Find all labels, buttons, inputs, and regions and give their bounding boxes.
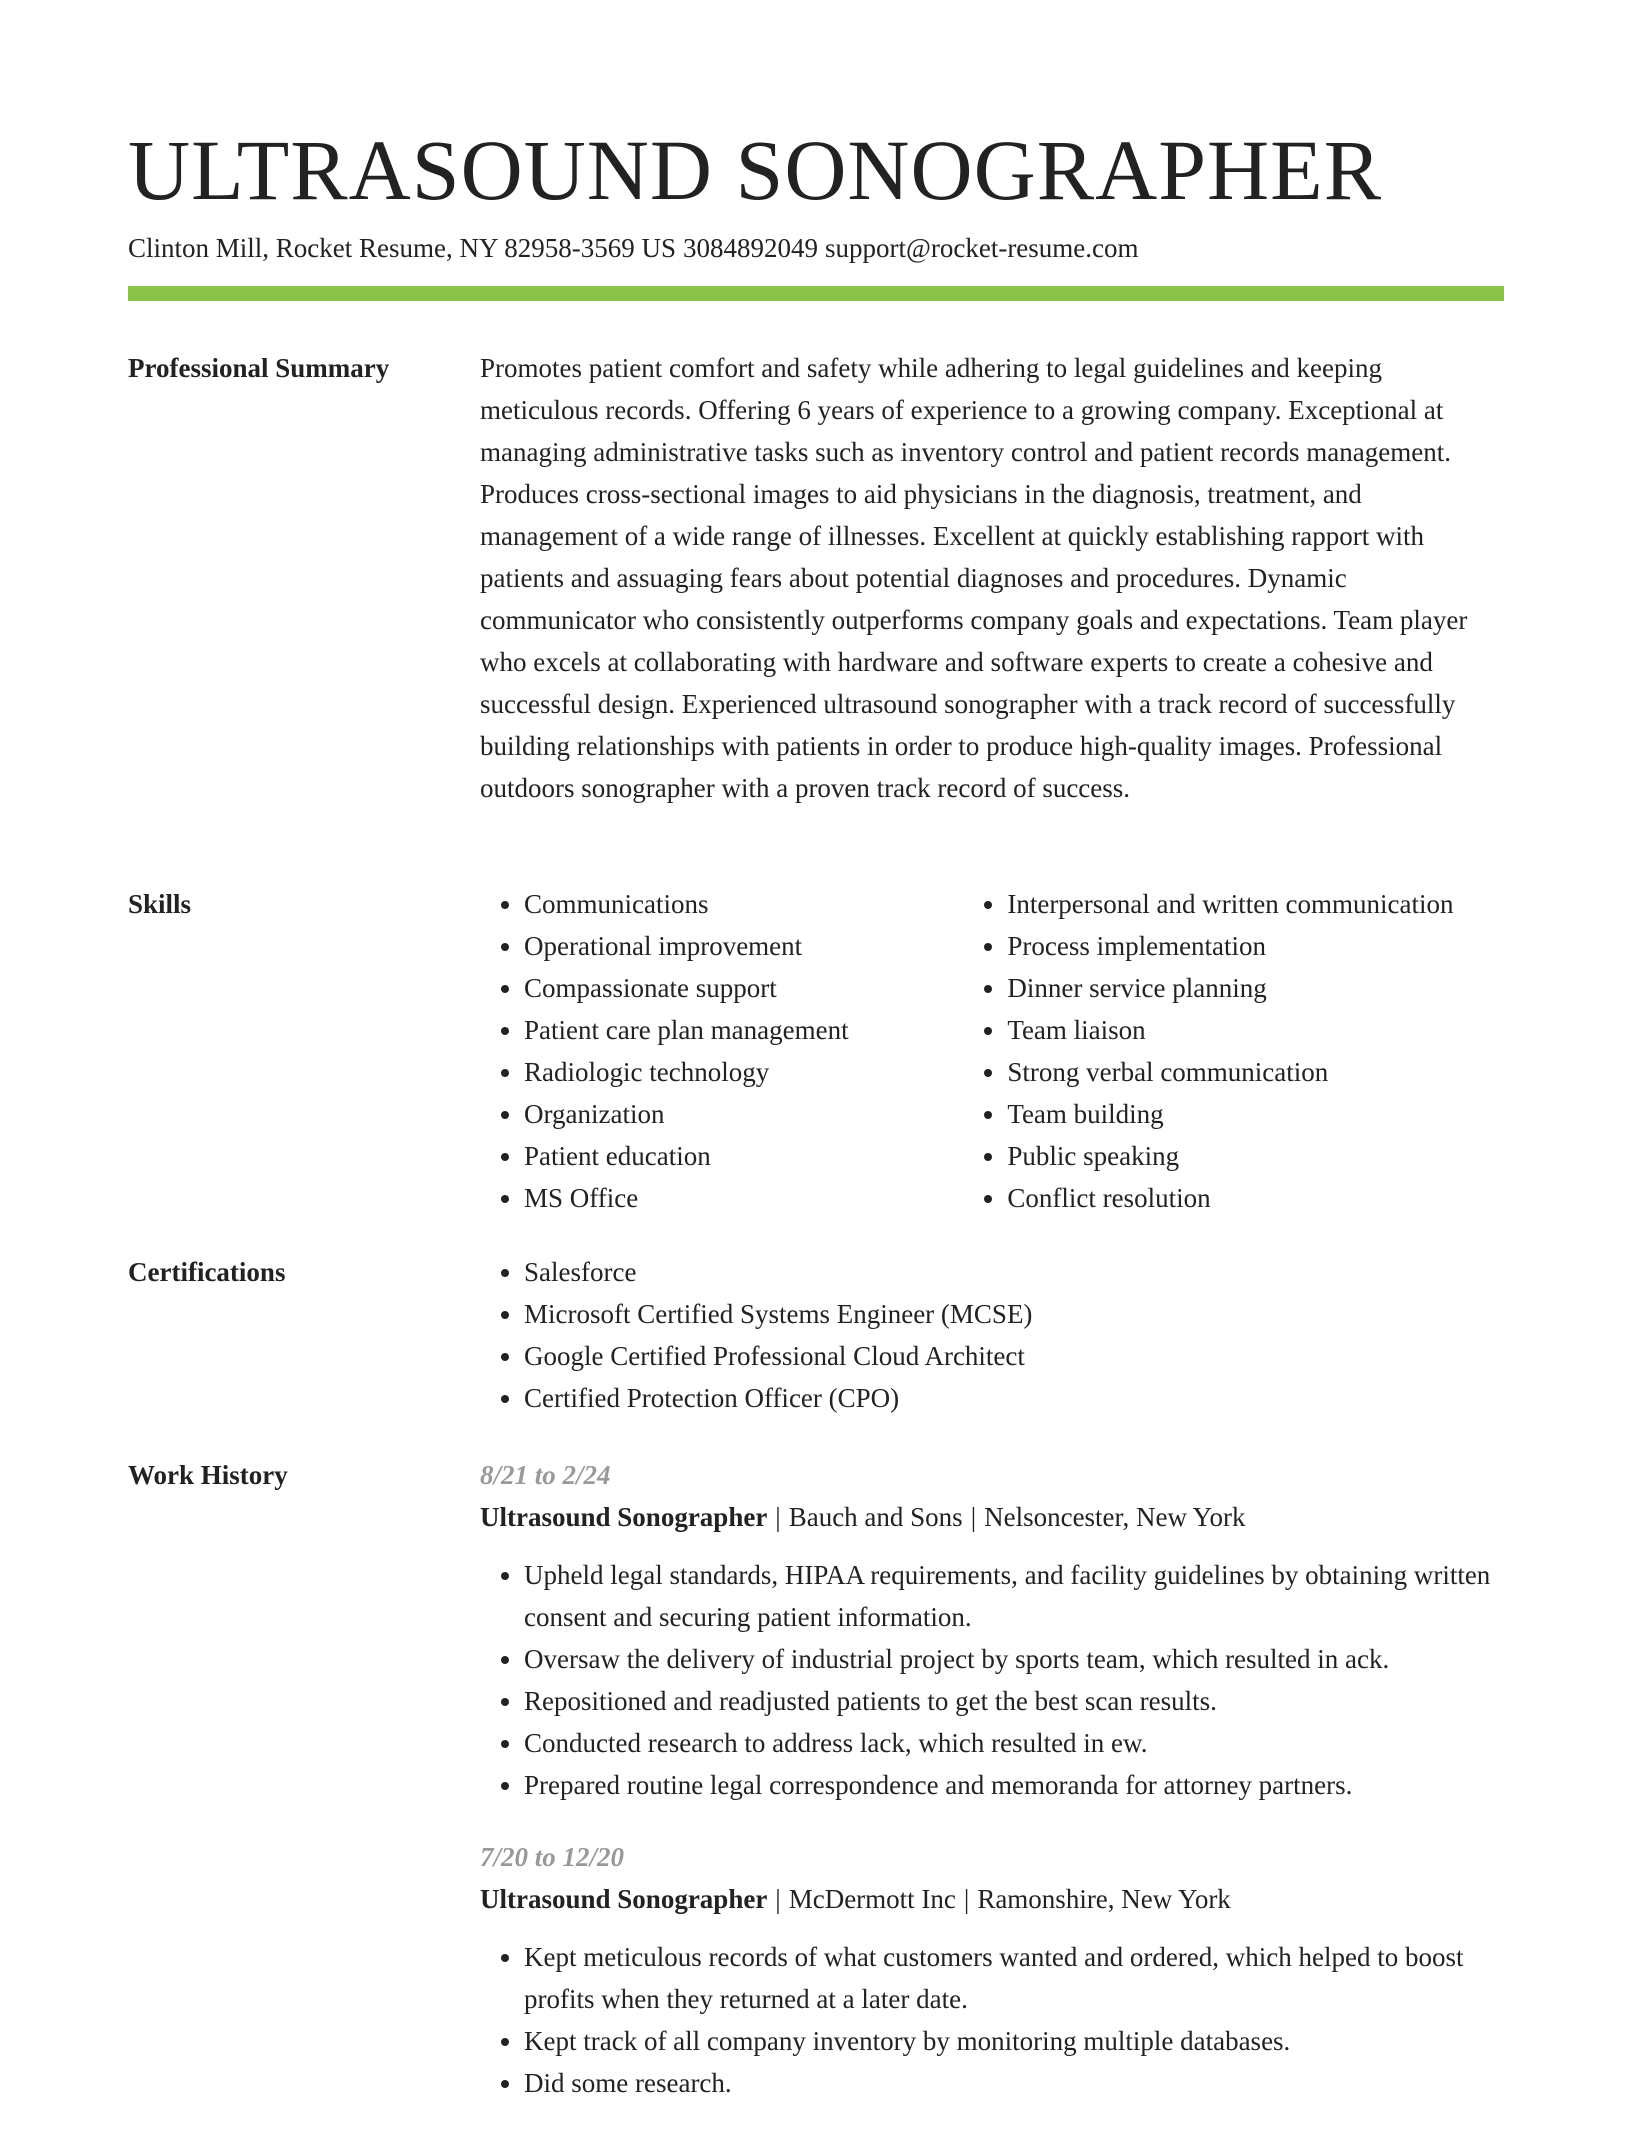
job-bullet: • Kept track of all company inventory by monitoring multiple databases. (524, 2020, 1504, 2062)
skill-item: • Operational improvement (524, 925, 963, 967)
certifications-heading: Certifications (128, 1257, 286, 1287)
job-bullet: • Conducted research to address lack, which resulted in ew. (524, 1722, 1504, 1764)
work-history-heading: Work History (128, 1460, 288, 1490)
summary-body (480, 347, 1504, 809)
skill-item: • Team building (1007, 1093, 1504, 1135)
summary-heading: Professional Summary (128, 353, 390, 383)
contact-phone: 3084892049 (683, 233, 818, 263)
job-entry (480, 1454, 1504, 1806)
job-role: Ultrasound Sonographer (480, 1884, 768, 1914)
certifications-list (480, 1251, 1504, 1419)
skill-item: • Public speaking (1007, 1135, 1504, 1177)
certification-item: • Certified Protection Officer (CPO) (524, 1377, 1504, 1419)
job-bullet: • Oversaw the delivery of industrial project by sports team, which resulted in ack. (524, 1638, 1504, 1680)
certifications-body (480, 1251, 1504, 1419)
summary-text: Promotes patient comfort and safety while adhering to legal guidelines and keeping meticulous records. Offering 6 years of experience to a growing company. Exceptional at managing administrative tasks such as inventory control and patient records management. Produces cross-sectional images to aid physicians in the diagnosis, treatment, and management of a wide range of illnesses. Excellent at quickly establishing rapport with patients and assuaging fears about potential diagnoses and procedures. Dynamic communicator who consistently outperforms company goals and expectations. Team player who excels at collaborating with hardware and software experts to create a cohesive and successful design. Experienced ultrasound sonographer with a track record of successfully building relationships with patients in order to produce high-quality images. Professional outdoors sonographer with a proven track record of success. (480, 353, 1468, 803)
skill-item: • Compassionate support (524, 967, 963, 1009)
skills-columns (480, 883, 1504, 1219)
job-bullet: • Did some research. (524, 2062, 1504, 2104)
job-role: Ultrasound Sonographer (480, 1502, 768, 1532)
job-bullets (480, 1554, 1504, 1806)
work-history-body (480, 1454, 1504, 2134)
job-dates: 8/21 to 2/24 (480, 1460, 611, 1490)
skills-heading: Skills (128, 889, 192, 919)
skill-item: • Patient education (524, 1135, 963, 1177)
skill-item: • Organization (524, 1093, 963, 1135)
job-entry (480, 1836, 1504, 2104)
separator: | (775, 1502, 781, 1532)
certification-item: • Microsoft Certified Systems Engineer (MCSE) (524, 1293, 1504, 1335)
separator: | (775, 1884, 781, 1914)
separator: | (970, 1502, 977, 1532)
certification-item: • Google Certified Professional Cloud Architect (524, 1335, 1504, 1377)
job-bullet: • Repositioned and readjusted patients to get the best scan results. (524, 1680, 1504, 1722)
job-location: Nelsoncester, New York (984, 1502, 1246, 1532)
skill-item: • Patient care plan management (524, 1009, 963, 1051)
skills-body (480, 883, 1504, 1219)
skill-item: • Team liaison (1007, 1009, 1504, 1051)
contact-email: support@rocket-resume.com (825, 233, 1139, 263)
skill-item: • Conflict resolution (1007, 1177, 1504, 1219)
skills-list-left (480, 883, 963, 1219)
skill-item: • Dinner service planning (1007, 967, 1504, 1009)
skill-item: • Communications (524, 883, 963, 925)
contact-line (128, 230, 1139, 266)
job-location: Ramonshire, New York (977, 1884, 1231, 1914)
job-company: Bauch and Sons (788, 1502, 963, 1532)
skills-list-right (963, 883, 1504, 1219)
skill-item: • Strong verbal communication (1007, 1051, 1504, 1093)
contact-address: Clinton Mill, Rocket Resume, NY 82958-3569 US (128, 233, 676, 263)
skill-item: • Radiologic technology (524, 1051, 963, 1093)
job-title-line (480, 1496, 1504, 1538)
skill-item: • Process implementation (1007, 925, 1504, 967)
job-bullet: • Prepared routine legal correspondence and memoranda for attorney partners. (524, 1764, 1504, 1806)
job-bullet: • Upheld legal standards, HIPAA requirements, and facility guidelines by obtaining written consent and securing patient information. (524, 1554, 1504, 1638)
job-title-line (480, 1878, 1504, 1920)
certification-item: • Salesforce (524, 1251, 1504, 1293)
header-divider (128, 286, 1504, 301)
skill-item: • MS Office (524, 1177, 963, 1219)
job-bullets (480, 1936, 1504, 2104)
separator: | (963, 1884, 970, 1914)
skill-item: • Interpersonal and written communication (1007, 883, 1504, 925)
job-bullet: • Kept meticulous records of what customers wanted and ordered, which helped to boost profits when they returned at a later date. (524, 1936, 1504, 2020)
candidate-name: ULTRASOUND SONOGRAPHER (128, 122, 1383, 218)
job-dates: 7/20 to 12/20 (480, 1842, 625, 1872)
job-company: McDermott Inc (788, 1884, 956, 1914)
